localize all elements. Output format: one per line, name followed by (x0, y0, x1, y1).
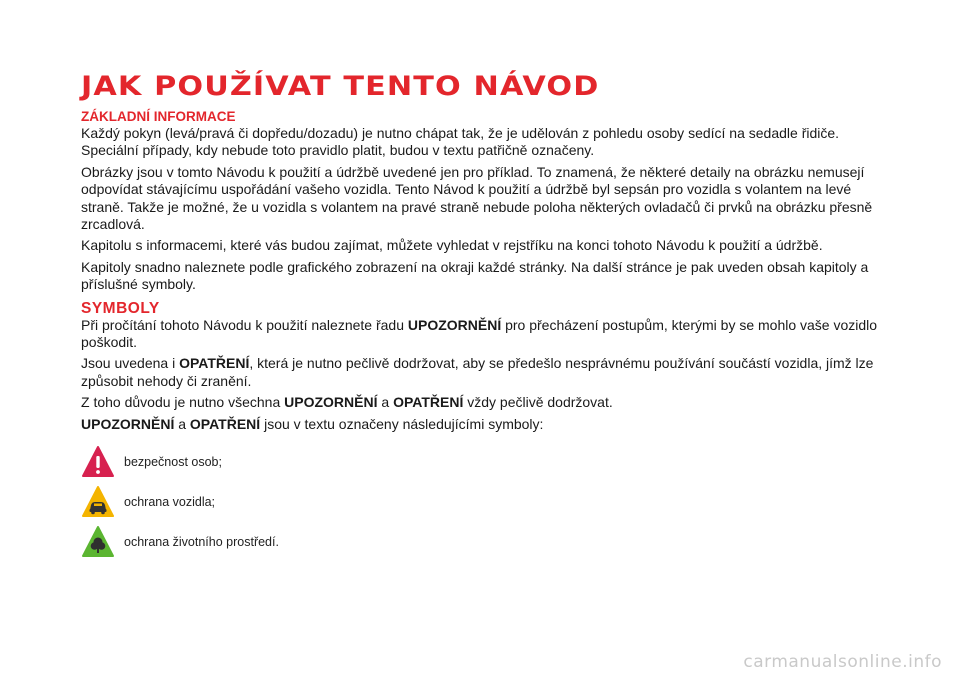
paragraph: Obrázky jsou v tomto Návodu k použití a údržbě uvedené jen pro příklad. To znamená, že některé detaily na obrázku nemusejí odpovídat stávajícímu uspořádání vašeho vozidla. Tento Návod k použití a údržbě byl sepsán pro vozidla s volantem na levé straně. Takže je možné, že u vozidla s volantem na pravé straně nebude poloha některých ovladačů či prvků na obrázku přesně zrcadlová. (81, 163, 873, 233)
symbol-item (81, 523, 881, 561)
symbol-item (81, 483, 881, 521)
page-title: JAK POUŽÍVAT TENTO NÁVOD (81, 71, 600, 102)
paragraph: Při pročítání tohoto Návodu k použití naleznete řadu UPOZORNĚNÍ pro přecházení postupům, kterými by se mohlo vaše vozidlo poškodit. (81, 316, 878, 351)
symbol-label: ochrana životního prostředí. (124, 535, 279, 550)
symbol-label: ochrana vozidla; (124, 495, 216, 510)
paragraph: Každý pokyn (levá/pravá či dopředu/dozadu) je nutno chápat tak, že je udělován z pohledu osoby sedící na sedadle řidiče. Speciální případy, kdy nebude toto pravidlo platit, budou v textu patřičně označeny. (81, 125, 840, 159)
paragraph: Kapitoly snadno naleznete podle grafického zobrazení na okraji každé stránky. Na další stránce je pak uveden obsah kapitoly a příslušné symboly. (81, 258, 869, 293)
paragraph: Kapitolu s informacemi, které vás budou zajímat, můžete vyhledat v rejstříku na konci tohoto Návodu k použití a údržbě. (81, 237, 823, 254)
warning-triangle-icon (81, 445, 115, 479)
paragraph: UPOZORNĚNÍ a OPATŘENÍ jsou v textu označeny následujícími symboly: (81, 415, 544, 432)
section-heading-basic-info: ZÁKLADNÍ INFORMACE (81, 109, 236, 124)
tree-triangle-icon (81, 525, 115, 559)
paragraph: Z toho důvodu je nutno všechna UPOZORNĚNÍ a OPATŘENÍ vždy pečlivě dodržovat. (81, 394, 613, 411)
section-heading-symbols: SYMBOLY (81, 299, 160, 317)
page-content (81, 70, 881, 563)
car-triangle-icon (81, 485, 115, 519)
paragraph: Jsou uvedena i OPATŘENÍ, která je nutno pečlivě dodržovat, aby se předešlo nesprávnému používání součástí vozidla, jímž lze způsobit nehody či zranění. (81, 355, 874, 389)
watermark: carmanualsonline.info (743, 652, 942, 672)
symbol-label: bezpečnost osob; (124, 455, 222, 470)
symbol-list (81, 443, 881, 561)
symbol-item (81, 443, 881, 481)
